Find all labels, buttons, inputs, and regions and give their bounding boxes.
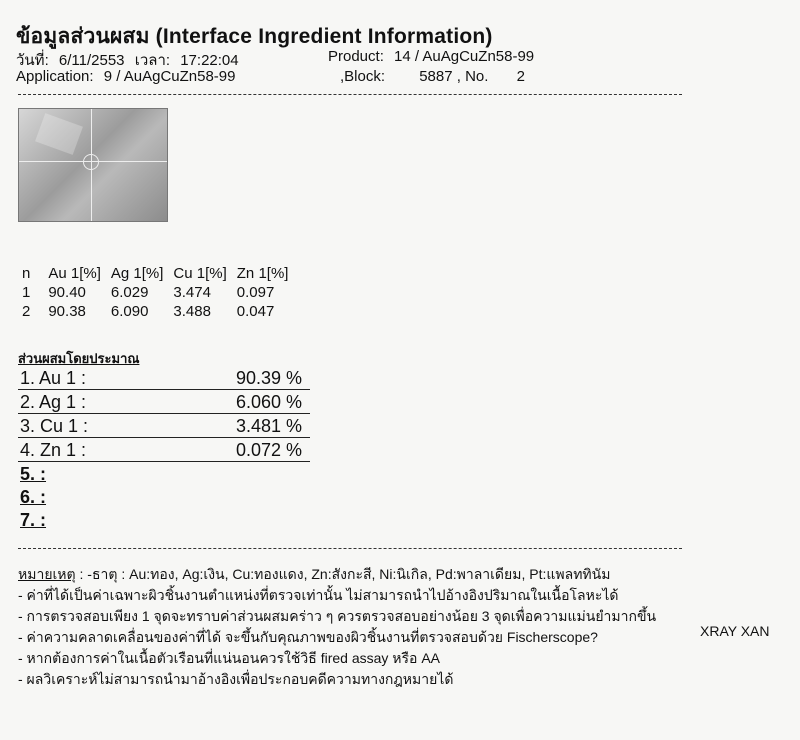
summary-label: 7. : [20,510,47,530]
summary-row-au [18,366,310,390]
table-cell: 6.029 [110,284,149,301]
summary-list [18,366,310,531]
summary-heading: ส่วนผสมโดยประมาณ [18,351,140,366]
summary-label: 1. Au 1 : [20,368,87,388]
application-label: Application: [16,68,94,85]
product-value: 14 / AuAgCuZn58-99 [394,48,535,65]
summary-empty-row [18,508,310,531]
block-line [340,68,525,85]
table-cell: 3.488 [173,303,211,320]
block-value: 5887 [419,68,453,85]
summary-value: 6.060 % [235,392,302,412]
column-header: Au 1[%] [48,264,101,282]
table-cell: 3.474 [173,284,211,301]
table-row [22,302,298,321]
time-value: 17:22:04 [180,52,239,69]
notes-elements-legend: : -ธาตุ : Au:ทอง, Ag:เงิน, Cu:ทองแดง, Zn:สังกะสี, Ni:นิเกิล, Pd:พาลาเดียม, Pt:แพลททินัม [75,566,611,582]
table-row [22,283,298,302]
column-header: n [22,264,31,282]
note-line: - ค่าความคลาดเคลื่อนของค่าที่ได้ จะขึ้นกับคุณภาพของผิวชิ้นงานที่ตรวจสอบด้วย Fischerscope? [18,629,598,645]
application-line [16,68,236,85]
table-cell: 6.090 [110,303,149,320]
product-label: Product: [328,48,384,65]
table-cell: 1 [22,284,31,301]
application-value: 9 / AuAgCuZn58-99 [103,68,236,85]
table-cell: 90.40 [48,284,86,301]
summary-value: 0.072 % [235,440,302,460]
xray-model-label: XRAY XAN [700,623,770,639]
summary-label: 6. : [20,487,47,507]
note-line: - ค่าที่ได้เป็นค่าเฉพาะผิวชิ้นงานตำแหน่งที่ตรวจเท่านั้น ไม่สามารถนำไปอ้างอิงปริมาณในเนื้อโลหะได้ [18,587,619,603]
product-line [328,48,534,65]
sample-micrograph-image [18,108,168,222]
summary-empty-row [18,485,310,508]
table-cell: 2 [22,303,31,320]
block-label: ,Block: [340,68,386,85]
crosshair-icon [83,154,99,170]
divider-top [18,94,682,95]
table-cell: 0.047 [236,303,275,320]
table-header-row [22,263,298,283]
notes-heading-line [18,564,656,585]
summary-row-ag [18,390,310,414]
date-label: วันที่: [16,52,49,69]
notes-heading: หมายเหตุ [18,566,76,582]
date-value: 6/11/2553 [58,52,125,69]
report-title: ข้อมูลส่วนผสม (Interface Ingredient Information) [16,25,493,48]
time-label: เวลา: [134,52,171,69]
note-line: - ผลวิเคราะห์ไม่สามารถนำมาอ้างอิงเพื่อประกอบคดีความทางกฎหมายได้ [18,671,454,687]
divider-bottom [18,548,682,549]
no-value: 2 [516,68,525,85]
summary-row-zn [18,438,310,462]
summary-row-cu [18,414,310,438]
column-header: Ag 1[%] [110,264,164,282]
summary-label: 3. Cu 1 : [20,416,89,436]
summary-label: 4. Zn 1 : [20,440,87,460]
table-cell: 90.38 [48,303,86,320]
note-line: - การตรวจสอบเพียง 1 จุดจะทราบค่าส่วนผสมคร่าว ๆ ควรตรวจสอบอย่างน้อย 3 จุดเพื่อความแม่นยำมากขึ้น [18,608,657,624]
no-label: , No. [456,68,489,85]
summary-label: 5. : [20,464,47,484]
notes-section [18,564,656,690]
measurement-table [22,263,298,321]
note-line: - หากต้องการค่าในเนื้อตัวเรือนที่แน่นอนควรใช้วิธี fired assay หรือ AA [18,650,441,666]
summary-label: 2. Ag 1 : [20,392,87,412]
table-cell: 0.097 [236,284,275,301]
summary-empty-row [18,462,310,485]
column-header: Zn 1[%] [236,264,289,282]
column-header: Cu 1[%] [173,264,227,282]
summary-value: 90.39 % [235,368,302,388]
summary-value: 3.481 % [235,416,302,436]
